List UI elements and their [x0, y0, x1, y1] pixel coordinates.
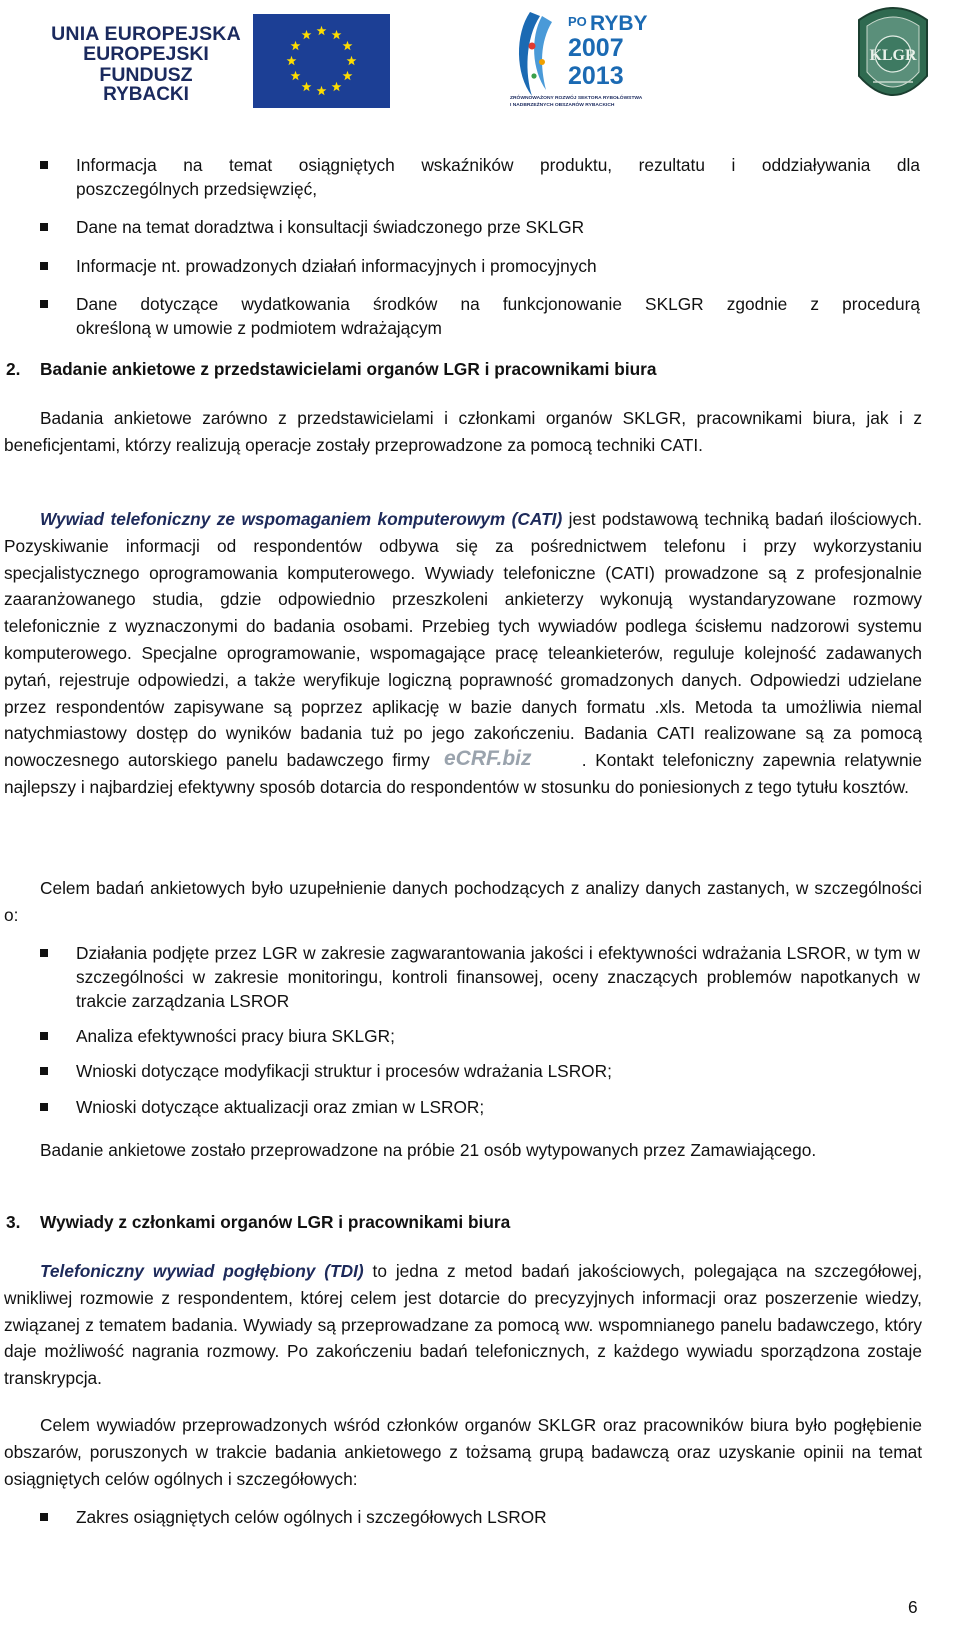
page-header — [0, 0, 960, 120]
section-2-heading: 2. Badanie ankietowe z przedstawicielami organów LGR i pracownikami biura — [6, 359, 657, 379]
section-2-paragraph-4: Badanie ankietowe zostało przeprowadzone na próbie 21 osób wytypowanych przez Zamawiającego. — [40, 1140, 817, 1160]
svg-text:PO: PO — [568, 14, 587, 29]
svg-text:KLGR: KLGR — [869, 47, 917, 64]
ecrf-biz-logo — [444, 747, 582, 769]
svg-text:ZRÓWNOWAŻONY ROZWÓJ SEKTORA RY: ZRÓWNOWAŻONY ROZWÓJ SEKTORA RYBOŁÓWSTWA — [510, 96, 643, 101]
list-item: Działania podjęte przez LGR w zakresie zagwarantowania jakości i efektywności wdrażania LSROR, w tym w szczególności w zakresie monitoringu, kontroli finansowej, oceny znaczących problemów napotkanych w trakcie zarządzania LSROR — [76, 943, 920, 1011]
list-item: Analiza efektywności pracy biura SKLGR; — [76, 1024, 920, 1048]
list-item: Dane dotyczące wydatkowania środków na funkcjonowanie SKLGR zgodnie z procedurą określoną w umowie z podmiotem wdrażającym — [76, 294, 920, 338]
page-number: 6 — [908, 1597, 918, 1617]
list-item: Informacje nt. prowadzonych działań informacyjnych i promocyjnych — [76, 254, 920, 278]
list-item: Informacja na temat osiągniętych wskaźników produktu, rezultatu i oddziaływania dla poszczególnych przedsięwzięć, — [76, 155, 920, 199]
section-2-paragraph-cati: Wywiad telefoniczny ze wspomaganiem komputerowym (CATI) jest podstawową techniką badań ilościowych. Pozyskiwanie informacji od respondentów odbywa się za pośrednictwem telefonu i przy wykorzystaniu specjalistycznego oprogramowania komputerowego. Wywiady telefoniczne (CATI) prowadzone są z profesjonalnie zaaranżowanego studia, gdzie odpowiednio przeszkoleni ankieterzy wykonują wystandaryzowane rozmowy telefonicznie z wyznaczonymi do badania osobami. Przebieg tych wywiadów podlega ścisłemu nadzorowi systemu komputerowego. Specjalne oprogramowanie, wspomagające pracę teleankieterów, reguluje kolejność zadawanych pytań, rejestruje odpowiedzi, a także weryfikuje logiczną poprawność gromadzonych danych. Odpowiedzi udzielane przez respondentów zapisywane są poprzez aplikację w bazie danych formatu .xls. Metoda ta umożliwia niemal natychmiastowy dostęp do wyników badania tuż po jego zakończeniu. Badania CATI realizowane są za pomocą nowoczesnego autorskiego panelu badawczego firmy eCRF.biz . Kontakt telefoniczny zapewnia relatywnie najlepszy i najbardziej efektywny sposób dotarcia do respondentów w stosunku do poniesionych z tego tytułu kosztów. — [4, 509, 923, 797]
section-3-heading: 3. Wywiady z członkami organów LGR i pracownikami biura — [6, 1212, 511, 1232]
list-item: Zakres osiągniętych celów ogólnych i szczegółowych LSROR — [76, 1505, 920, 1529]
section-3-paragraph-tdi: Telefoniczny wywiad pogłębiony (TDI) to jedna z metod badań jakościowych, polegająca na szczegółowej, wnikliwej rozmowie z respondentem, której celem jest dotarcie do precyzyjnych informacji oraz poszerzenie wiedzy, związanej z tematem badania. Wywiady są przeprowadzane za pomocą ww. wspomnianego panelu badawczego, który daje możliwość nagrania rozmowy. Po zakończeniu badań telefonicznych, z każdego wywiadu sporządzona zostaje transkrypcja. — [4, 1261, 922, 1389]
svg-text:eCRF.biz: eCRF.biz — [443, 747, 532, 770]
svg-text:RYBY: RYBY — [590, 12, 648, 35]
svg-text:2007: 2007 — [568, 34, 624, 62]
section-3-paragraph-2: Celem wywiadów przeprowadzonych wśród członków organów SKLGR oraz pracowników biura było pogłębienie obszarów, poruszonych w trakcie badania ankietowego z tożsamą grupą badawczą oraz uzyskanie opinii na temat osiągniętych celów ogólnych i szczegółowych: — [4, 1415, 922, 1489]
klgr-emblem-logo — [855, 2, 931, 112]
list-item: Wnioski dotyczące modyfikacji struktur i procesów wdrażania LSROR; — [76, 1059, 920, 1083]
section-2-paragraph-1: Badania ankietowe zarówno z przedstawicielami i członkami organów SKLGR, pracownikami biura, jak i z beneficjentami, którzy realizują operacje zostały przeprowadzone za pomocą techniki CATI. — [4, 408, 922, 455]
eu-fund-logo-text: UNIA EUROPEJSKA EUROPEJSKI FUNDUSZ RYBACKI — [51, 23, 241, 105]
po-ryby-logo — [510, 4, 650, 112]
section-2-paragraph-3: Celem badań ankietowych było uzupełnienie danych pochodzących z analizy danych zastanych, w szczególności o: — [4, 878, 922, 925]
list-item: Dane na temat doradztwa i konsultacji świadczonego prze SKLGR — [76, 215, 920, 239]
list-item: Wnioski dotyczące aktualizacji oraz zmian w LSROR; — [76, 1095, 920, 1119]
eu-flag-icon — [253, 14, 390, 108]
svg-text:I NADBRZEŻNYCH OBSZARÓW RYBACK: I NADBRZEŻNYCH OBSZARÓW RYBACKICH — [510, 103, 615, 108]
svg-text:2013: 2013 — [568, 62, 624, 90]
